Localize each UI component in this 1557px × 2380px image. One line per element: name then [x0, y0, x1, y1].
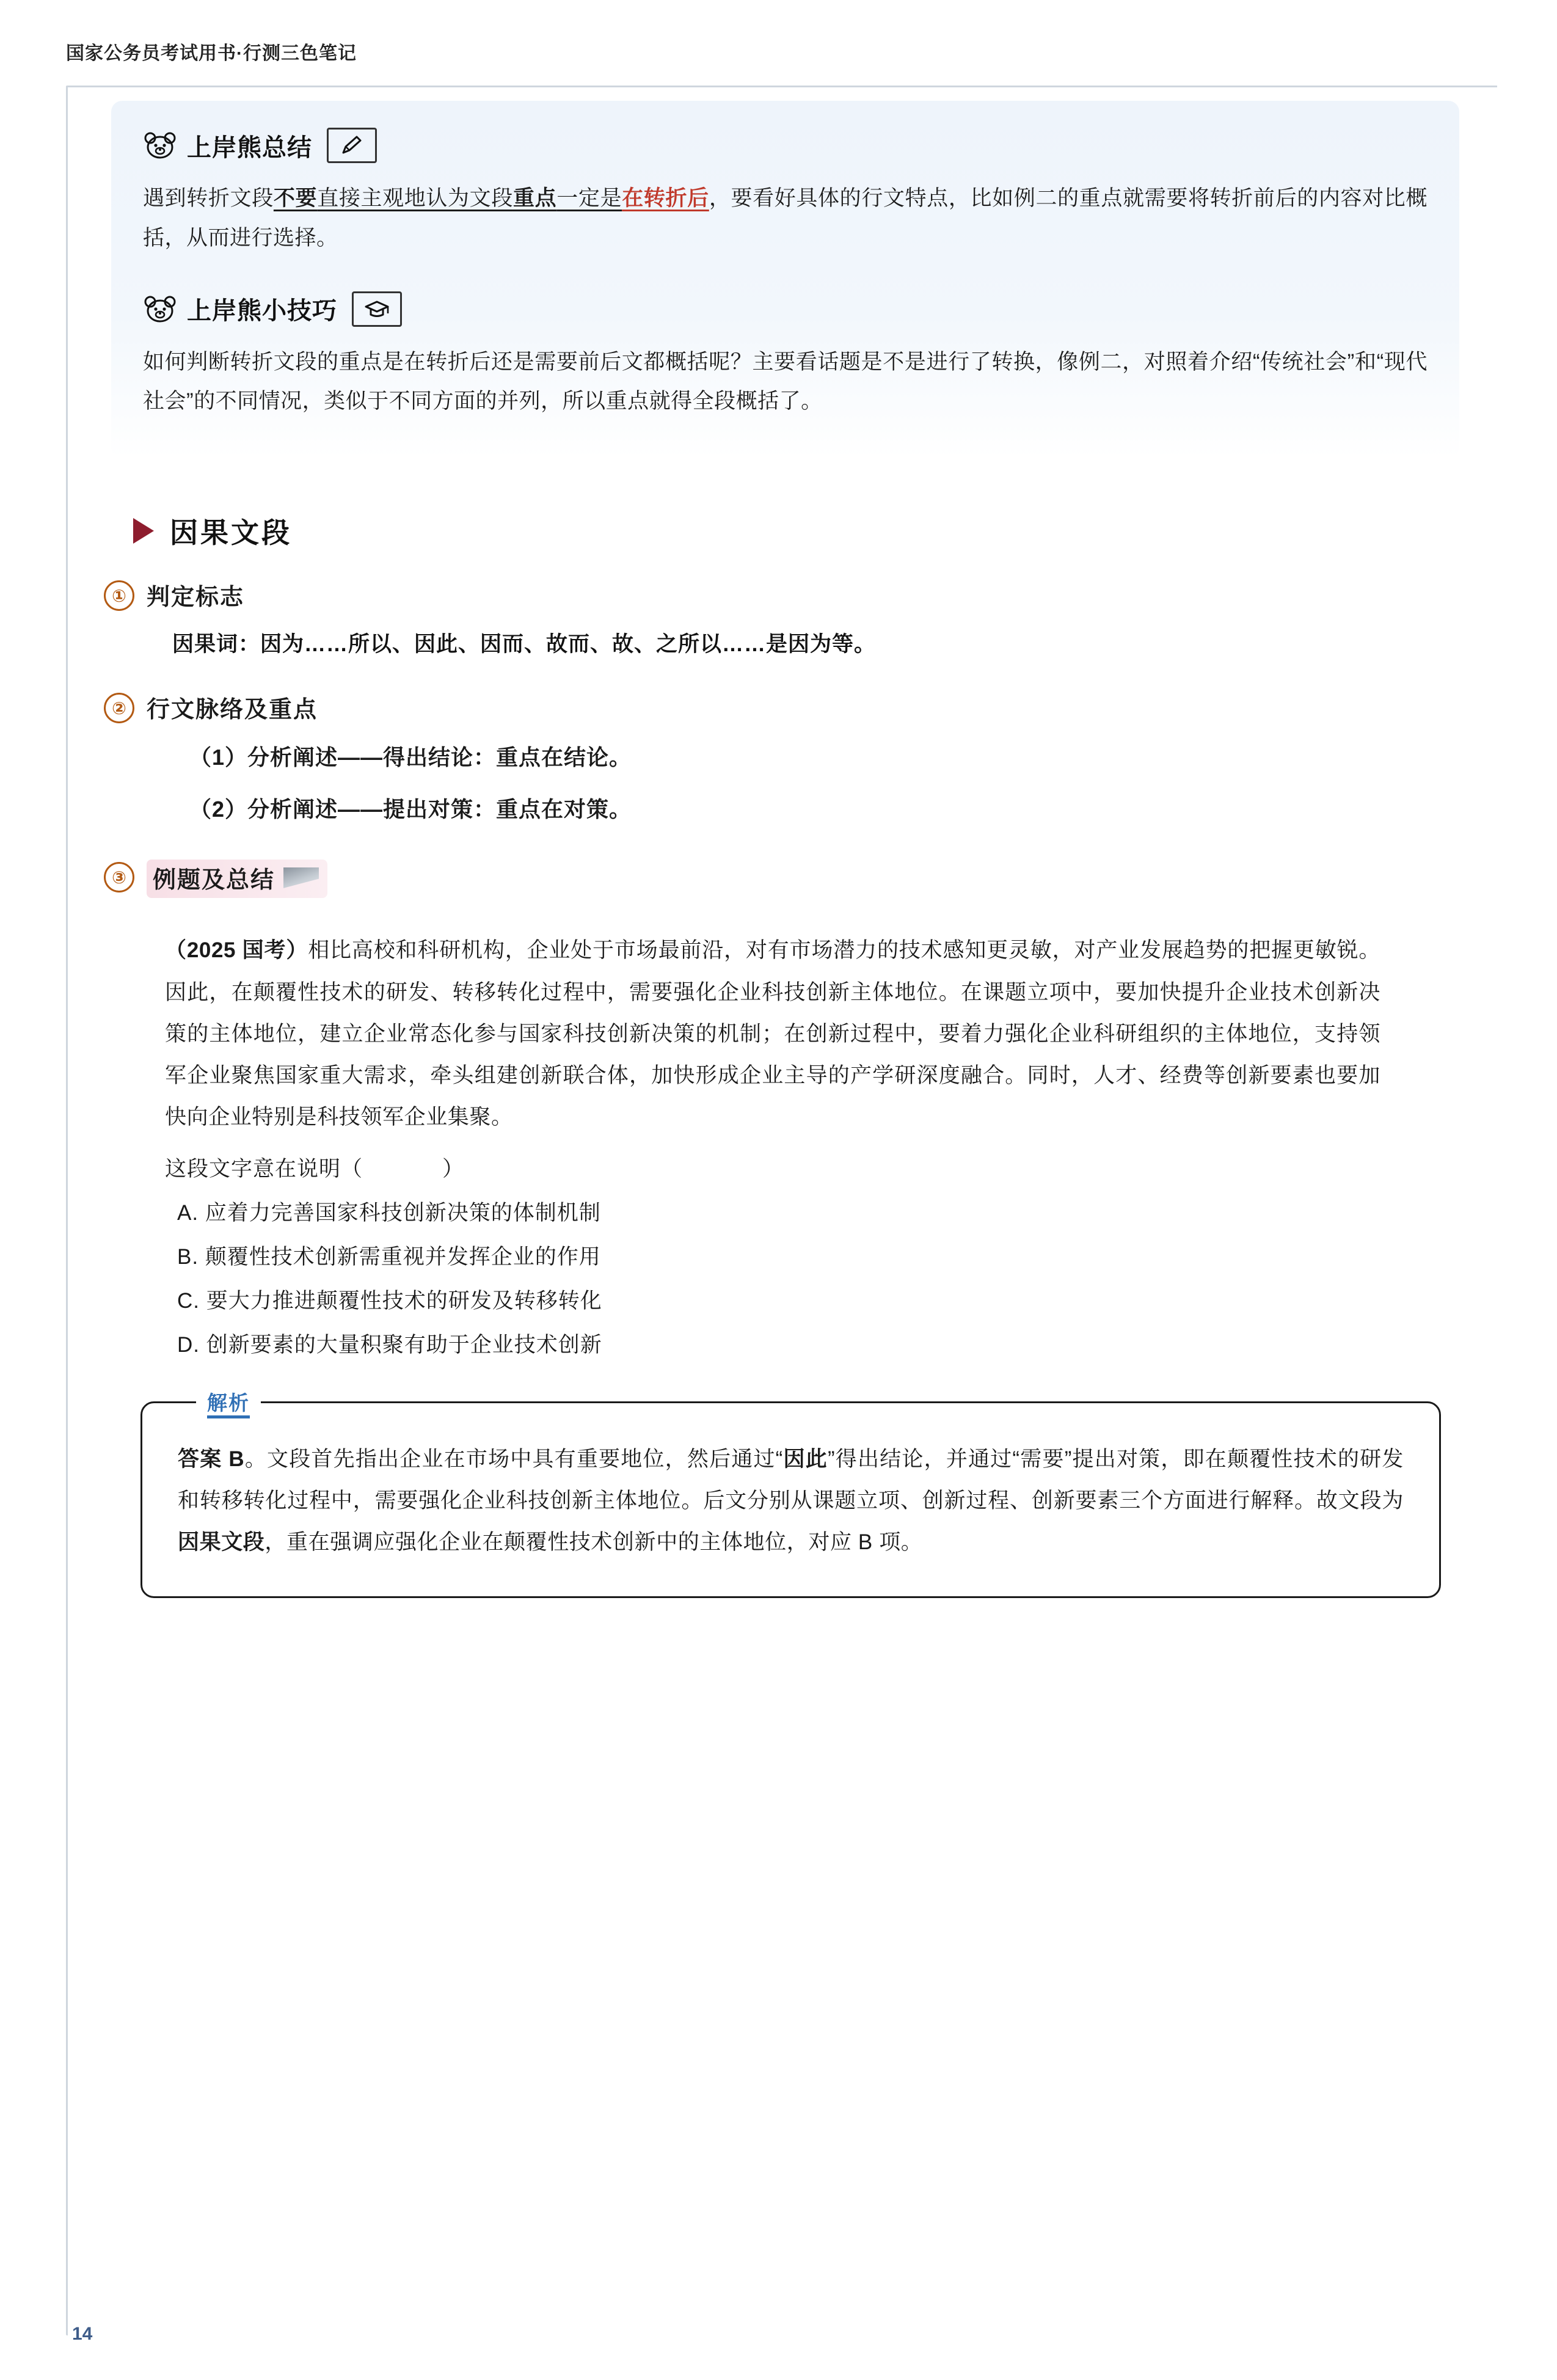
question-stem	[165, 1152, 1465, 1183]
bear-icon	[143, 295, 177, 323]
question-stem-tail: ）	[442, 1156, 465, 1181]
tip-header-trick	[143, 291, 1428, 327]
tip-title: 上岸熊小技巧	[187, 298, 337, 324]
section-heading	[133, 511, 1465, 551]
question-stem-text: 这段文字意在说明（	[165, 1156, 363, 1181]
analysis-label	[196, 1387, 261, 1416]
tip-title: 上岸熊总结	[187, 134, 312, 161]
numbered-item-3	[104, 860, 1465, 898]
pen-icon	[327, 128, 377, 163]
item-1-body: 因果词：因为……所以、因此、因而、故而、故、之所以……是因为等。	[172, 632, 877, 656]
section-title: 因果文段	[170, 517, 292, 549]
tip-card	[111, 101, 1459, 458]
tip-seg: ，要看好具体的行文特点，比如例二的重点就需要将转折前后的内容对比概括，从而进行选择。	[143, 186, 1428, 250]
tip-seg: 重点	[512, 186, 557, 210]
number-circle-2: ②	[104, 693, 134, 723]
tip-seg: 一定是	[556, 186, 622, 210]
analysis-section	[140, 1391, 1441, 1599]
question-passage	[165, 930, 1380, 1138]
analysis-seg: 因果文段	[178, 1530, 265, 1555]
analysis-seg: 。文段首先指出企业在市场中具有重要地位，然后通过“	[244, 1447, 783, 1471]
analysis-box	[140, 1391, 1441, 1599]
numbered-item-2	[104, 690, 1465, 724]
numbered-item-label: 判定标志	[147, 585, 245, 610]
option-a[interactable]: A. 应着力完善国家科技创新决策的体制机制	[177, 1200, 601, 1225]
number-circle-1: ①	[104, 580, 134, 611]
option-c[interactable]: C. 要大力推进颠覆性技术的研发及转移转化	[177, 1288, 602, 1313]
analysis-seg: 因此	[782, 1447, 828, 1471]
bear-icon	[143, 131, 177, 159]
item-3-highlight	[147, 860, 327, 898]
tip-seg: 直接主观地认为文段	[317, 186, 513, 210]
numbered-item-1	[104, 578, 1465, 611]
analysis-body	[178, 1439, 1404, 1564]
question-source: （2025 国考）	[165, 938, 308, 963]
tip-seg-highlight: 在转折后	[622, 186, 709, 210]
numbered-item-label: 行文脉络及重点	[147, 697, 318, 723]
item-2-sub-1: （1）分析阐述——得出结论：重点在结论。	[189, 745, 632, 770]
option-d[interactable]: D. 创新要素的大量积聚有助于企业技术创新	[177, 1332, 602, 1357]
tip-body-summary	[143, 179, 1428, 258]
numbered-item-label: 例题及总结	[153, 867, 275, 894]
page-number: 14	[72, 2324, 93, 2344]
running-head: 国家公务员考试用书·行测三色笔记	[66, 43, 357, 64]
tip-header-summary	[143, 128, 1428, 163]
tip-body-trick: 如何判断转折文段的重点是在转折后还是需要前后文都概括呢？主要看话题是不是进行了转换，像例二，对照着介绍“传统社会”和“现代社会”的不同情况，类似于不同方面的并列，所以重点就得全段概括了。	[143, 349, 1428, 414]
option-b[interactable]: B. 颠覆性技术创新需重视并发挥企业的作用	[177, 1244, 601, 1269]
tip-seg: 遇到转折文段	[143, 186, 274, 210]
item-2-sub-2: （2）分析阐述——提出对策：重点在对策。	[189, 797, 632, 822]
analysis-seg: ，重在强调应强化企业在颠覆性技术创新中的主体地位，对应 B 项。	[264, 1530, 923, 1555]
analysis-label-text: 解析	[207, 1392, 250, 1418]
graduation-cap-icon	[352, 291, 402, 327]
analysis-seg: ”得出结论，并通过“需要”提出对策，即在颠覆性技术的研发和转移转化过程中，需要强化企业科技创新主体地位。后文分别从课题立项、创新过程、创新要素三个方面进行解释。故文段为	[178, 1447, 1404, 1513]
question-passage-text: 相比高校和科研机构，企业处于市场最前沿，对有市场潜力的技术感知更灵敏，对产业发展趋势的把握更敏锐。因此，在颠覆性技术的研发、转移转化过程中，需要强化企业科技创新主体地位。在课题立项中，要加快提升企业技术创新决策的主体地位，建立企业常态化参与国家科技创新决策的机制；在创新过程中，要着力强化企业科研组织的主体地位，支持领军企业聚焦国家重大需求，牵头组建创新联合体，加快形成企业主导的产学研深度融合。同时，人才、经费等创新要素也要加快向企业特别是科技领军企业集聚。	[165, 938, 1380, 1130]
number-circle-3: ③	[104, 862, 134, 892]
ribbon-flag-icon	[283, 867, 319, 888]
triangle-marker-icon	[133, 518, 154, 544]
analysis-seg: 答案 B	[178, 1447, 245, 1471]
tip-seg: 不要	[273, 186, 318, 210]
